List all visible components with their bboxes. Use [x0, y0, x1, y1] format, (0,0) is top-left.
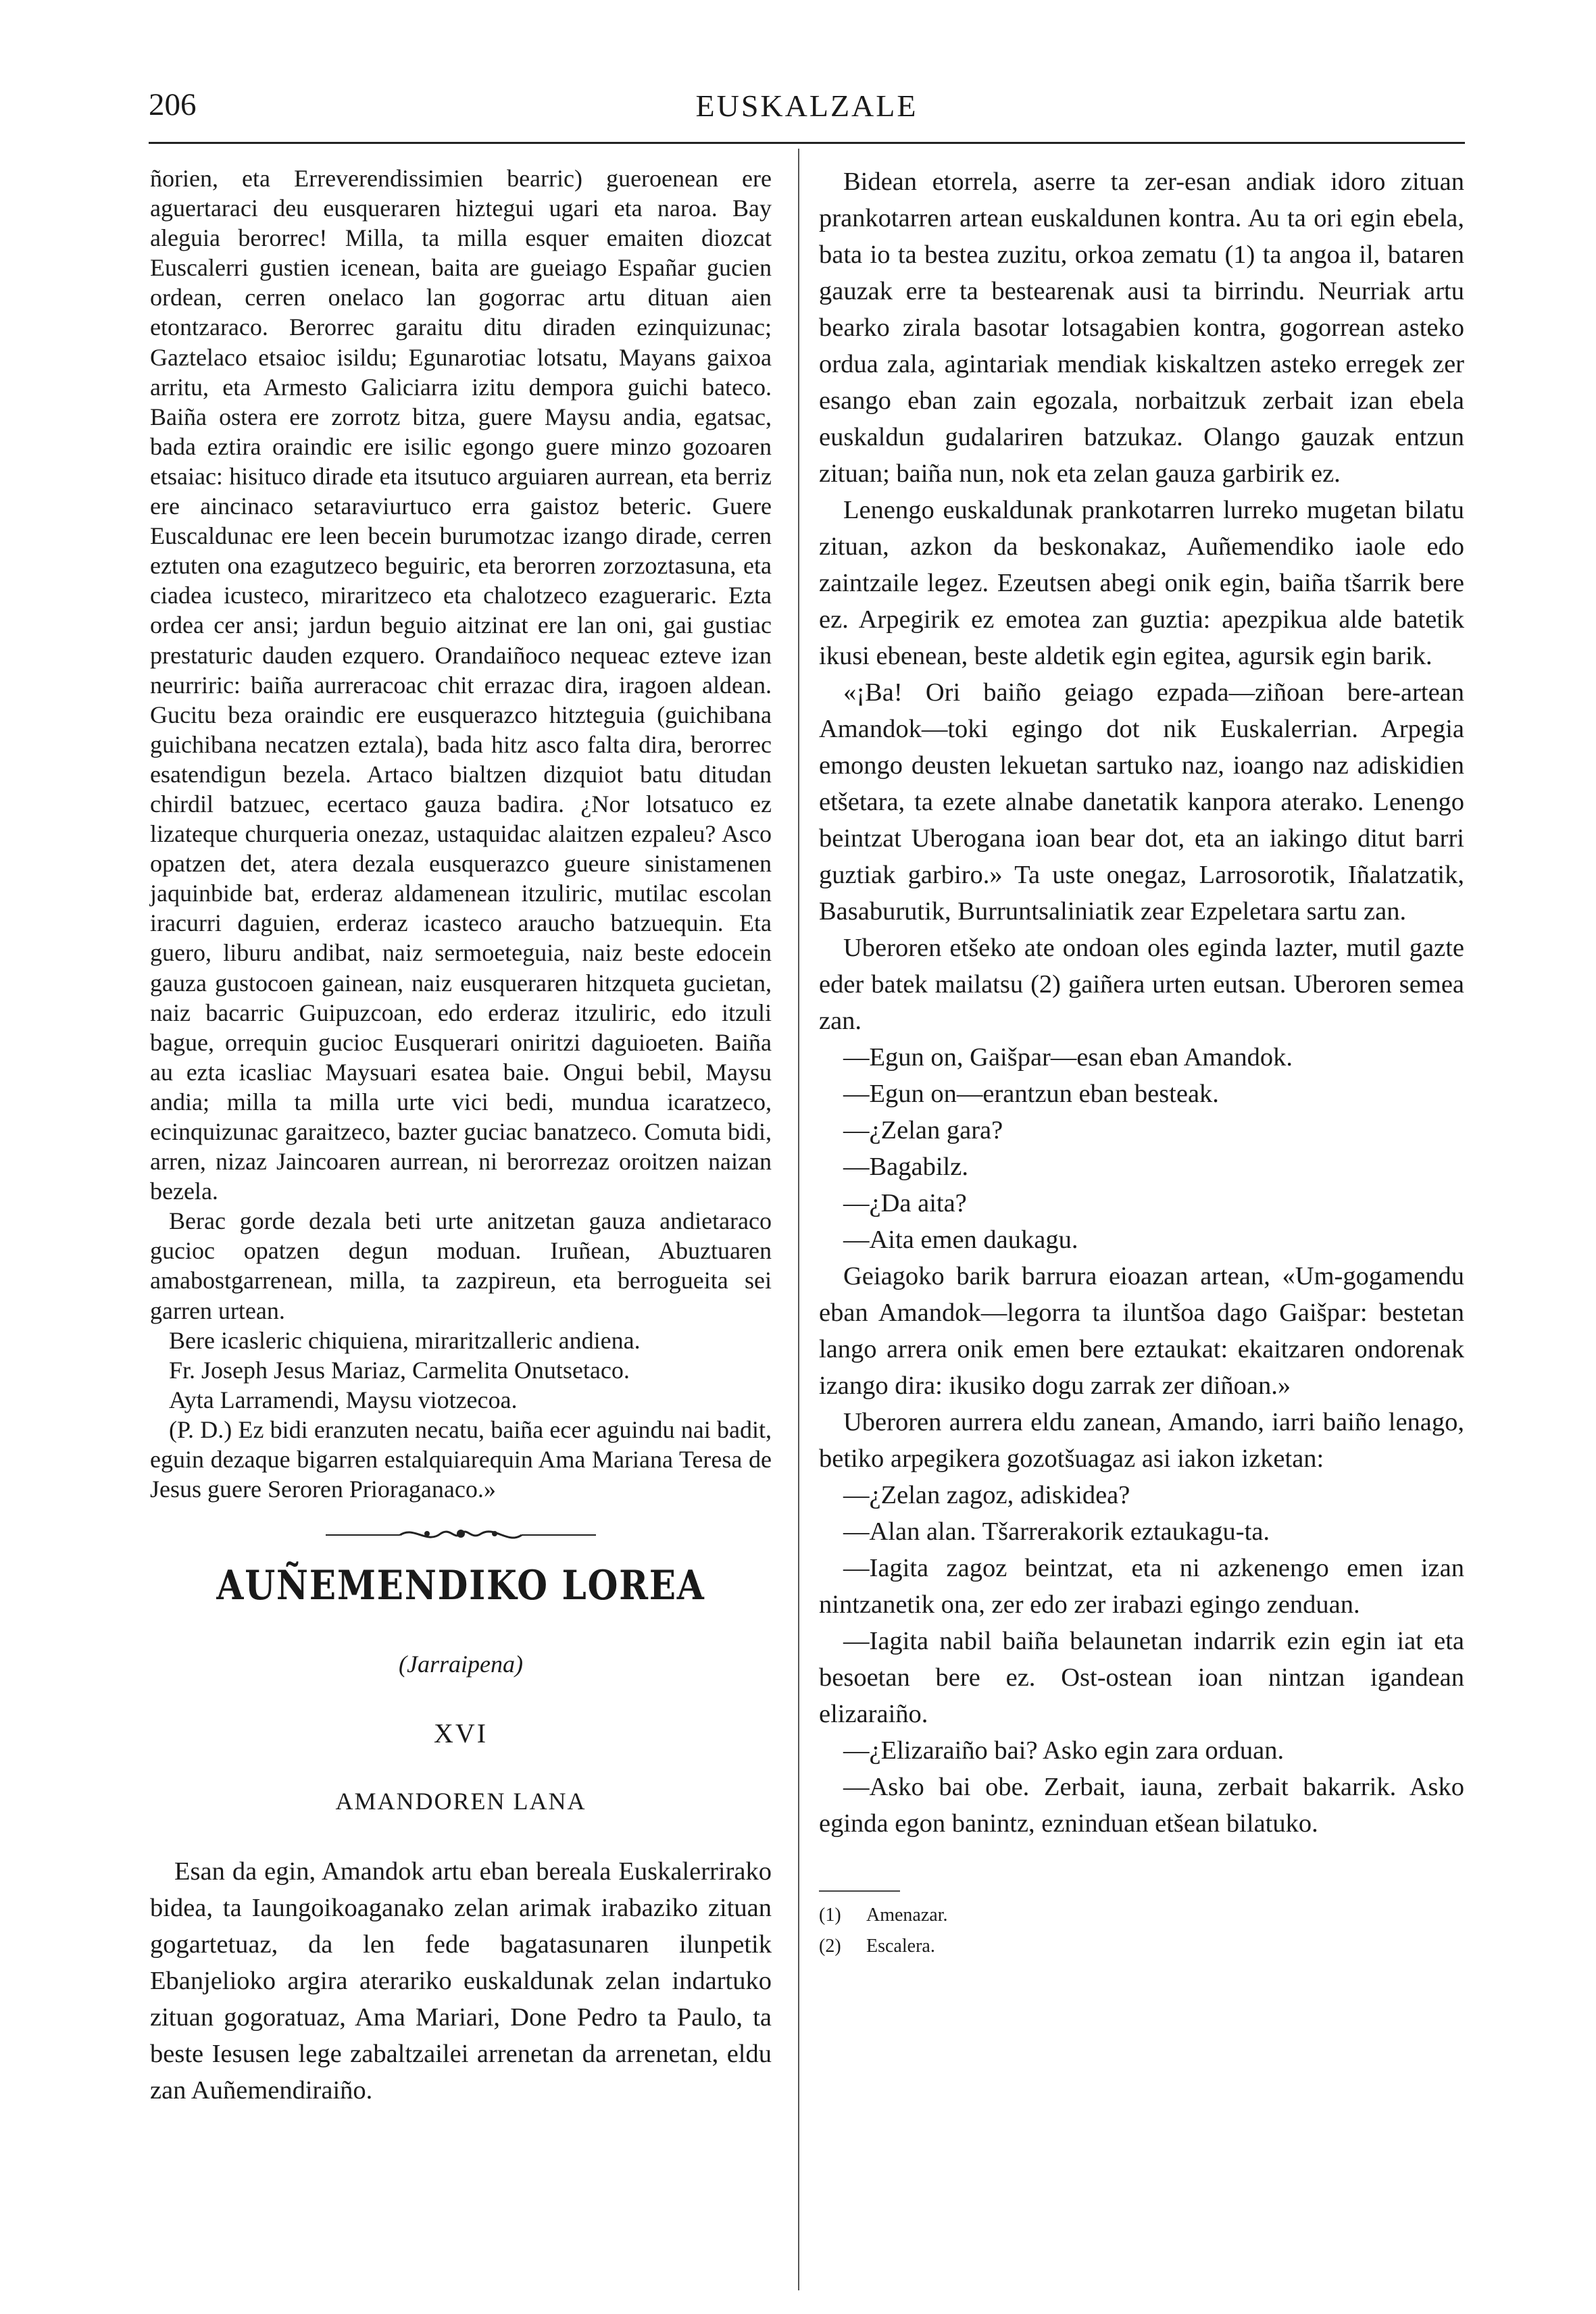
footnote [819, 1900, 948, 1931]
footnote-text: Amenazar. [866, 1905, 948, 1926]
footnote [819, 1931, 935, 1962]
dialogue-line: —Iagita zagoz beintzat, eta ni azkenengo emen izan nintzanetik ona, zer edo zer irabazi egingo zenduan. [819, 1554, 1464, 1619]
letter-signature: Fr. Joseph Jesus Mariaz, Carmelita Onutsetaco. [169, 1356, 630, 1384]
column-divider [798, 149, 799, 2290]
article-paragraph: Esan da egin, Amandok artu eban bereala Euskalerrirako bidea, ta Iaungoikoaganako zelan arimak irabaziko zituan gogartetuaz, da len fede bagatasunaren ilunpetik Ebanjelioko argira aterariko euskaldunak zelan indartuko zituan gogoratuaz, Ama Mariari, Done Pedro ta Paulo, ta beste Iesusen lege zabaltzailei arrenetan da arrenetan, eldu zan Auñemendiraiño. [150, 1857, 772, 2105]
body-paragraph: Uberoren etšeko ate ondoan oles eginda lazter, mutil gazte eder batek mailatsu (2) gaiñera urten eutsan. Uberoren semea zan. [819, 934, 1464, 1035]
right-column [819, 164, 1464, 1962]
body-paragraph: Uberoren aurrera eldu zanean, Amando, iarri baiño lenago, betiko arpegikera gozotšuagaz asi iakon izketan: [819, 1408, 1464, 1473]
letter-postscript: (P. D.) Ez bidi eranzuten necatu, baiña ecer aguindu nai badit, eguin dezaque bigarren estalquiarequin Ama Mariana Teresa de Jesus guere Seroren Prioraganaco.» [150, 1415, 772, 1503]
chapter-number: XVI [433, 1718, 489, 1749]
ornament-divider [150, 1520, 772, 1549]
header-rule [149, 142, 1465, 144]
dialogue-line: —Egun on—erantzun eban besteak. [843, 1080, 1219, 1108]
dialogue-line: —Aita emen daukagu. [843, 1226, 1078, 1254]
article-title: AUÑEMENDIKO LOREA [216, 1562, 705, 1610]
letter-signoff: Bere icasleric chiquiena, miraritzalleric andiena. [169, 1326, 641, 1354]
dialogue-line: —Iagita nabil baiña belaunetan indarrik ezin egin iat eta besoetan bere ez. Ost-ostean ioan nintzan igandean elizaraiño. [819, 1627, 1464, 1728]
body-paragraph: Bidean etorrela, aserre ta zer-esan andiak idoro zituan prankotarren artean euskaldunen kontra. Au ta ori egin ebela, bata io ta bestea zuzitu, orkoa zematu (1) ta angoa il, bataren gauzak erre ta bestearenak ausi ta birrindu. Neurriak artu bearko zirala basotar lotsagabien kontra, gogorrean asteko ordua zala, agintariak mendiak kiskaltzen asteko erregek zer esango eban zain egozala, norbaitzuk zerbait izan ebela euskaldun gudalariren batzukaz. Olango gauzak entzun zituan; baiña nun, nok eta zelan gauza garbirik ez. [819, 168, 1464, 488]
footnotes [819, 1890, 948, 1962]
dialogue-line: —¿Zelan gara? [843, 1116, 1003, 1145]
footnote-text: Escalera. [866, 1936, 935, 1957]
article-subtitle: (Jarraipena) [399, 1651, 523, 1678]
letter-recipient: Ayta Larramendi, Maysu viotzecoa. [169, 1386, 518, 1413]
dialogue-line: —¿Da aita? [843, 1189, 967, 1217]
footnote-mark: (1) [819, 1905, 841, 1926]
dialogue-line: —Asko bai obe. Zerbait, iauna, zerbait bakarrik. Asko eginda egon banintz, ezninduan etšean bilatuko. [819, 1773, 1464, 1838]
left-column [150, 164, 772, 2109]
dialogue-line: —Alan alan. Tšarrerakorik eztaukagu-ta. [843, 1517, 1270, 1546]
footnote-mark: (2) [819, 1936, 841, 1957]
body-paragraph: «¡Ba! Ori baiño geiago ezpada—ziñoan bere-artean Amandok—toki egingo dot nik Euskalerrian. Arpegia emongo deusten lekuetan sartuko naz, ioango naz adiskidien etšetara, ta ezete alnabe danetatik kanpora aterako. Lenengo beintzat Uberogana ioan bear dot, eta an iakingo ditut barri guztiak garbiro.» Ta uste onegaz, Larrosorotik, Iñalatzatik, Basaburutik, Burruntsaliniatik zear Ezpeletara sartu zan. [819, 678, 1464, 926]
running-title: EUSKALZALE [695, 89, 918, 123]
page-number: 206 [149, 87, 197, 122]
dialogue-line: —Egun on, Gaišpar—esan eban Amandok. [843, 1043, 1293, 1072]
chapter-title: AMANDOREN LANA [335, 1788, 587, 1815]
page-header [149, 86, 1465, 134]
dialogue-line: —¿Zelan zagoz, adiskidea? [843, 1481, 1130, 1509]
dialogue-line: —¿Elizaraiño bai? Asko egin zara orduan. [843, 1736, 1285, 1765]
letter-paragraph: Berac gorde dezala beti urte anitzetan gauza andietaraco gucioc opatzen degun moduan. Iruñean, Abuztuaren amabostgarrenean, milla, ta zazpireun, eta berrogueita sei garren urtean. [150, 1207, 772, 1324]
letter-body-paragraph: ñorien, eta Erreverendissimien bearric) gueroenean ere aguertaraci deu eusqueraren hiztegui ugari eta naroa. Bay aleguia berorrec! Milla, ta milla esquer emaiten diozcat Euscalerri gustien icenean, baita are gueiago Españar gucien ordean, cerren onelaco lan gogorrac artu dituan aien etontzaraco. Berorrec garaitu ditu diraden ezinquizunac; Gaztelaco etsaioc isildu; Egunarotiac lotsatu, Mayans gaixoa arritu, eta Armesto Galiciarra izitu dempora guichi bateco. Baiña ostera ere zorrotz bitza, guere Maysu andia, egatsac, bada eztira oraindic ere isilic egongo guere minzo gozoaren etsaiac: hisituco dirade eta itsutuco arguiaren aurrean, eta berriz ere aincinaco setaraviurtuco erra gaistoz beteric. Guere Euscaldunac ere leen becein burumotzac izango dirade, cerren eztuten ona ezagutzeco beguiric, eta berorren zorzoztasuna, eta ciadea icusteco, miraritzeco eta chalotzeco ezagueraric. Ezta ordea cer ansi; jardun beguio aitzinat ere lan oni, gai gustiac prestaturic dauden ezquero. Orandaiñoco nequeac ezteve izan neurriric: baiña aurreracoac chit errazac dira, iragoen aldean. Gucitu beza oraindic ere eusquerazco hitzteguia (guichibana guichibana necatzen eztala), bada hitz asco falta dira, berorrec esatendigun bezela. Artaco bialtzen dizquiot batu ditudan chirdil batzuec, ecertaco gauza badira. ¿Nor lotsatuco ez lizateque churqueria onezaz, ustaquidac alaitzen ezpaleu? Asco opatzen det, atera dezala eusquerazco gueure sinistamenen jaquinbide bat, erderaz aldamenean itzuliric, mutilac escolan iracurri daguien, erderaz icasteco araucho batzuequin. Eta guero, liburu andibat, naiz sermoeteguia, naiz beste edocein gauza gustocoen gainean, naiz eusqueraren hitzqueta gucietan, naiz bacarric Guipuzcoan, edo erderaz itzuliric, edo itzuli bague, orrequin gucioc Eusquerari oniritzi daguioeten. Baiña au ezta icasliac Maysuari esatea baie. Ongui bebil, Maysu andia; milla ta milla urte vici bedi, mundua icaratzeco, ecinquizunac garaitzeco, bazter guciac banatzeco. Comuta bidi, arren, nizaz Jaincoaren aurrean, ni berorrezaz oroitzen naizan bezela. [150, 165, 772, 1205]
dialogue-line: —Bagabilz. [843, 1153, 968, 1181]
body-paragraph: Geiagoko barik barrura eioazan artean, «Um-gogamendu eban Amandok—legorra ta iluntšoa dago Gaišpar: bestetan lango arrera onik emen bere eztaukat: ekaitzaren ondorenak izango dira: ikusiko dogu zarrak zer diñoan.» [819, 1262, 1464, 1400]
body-paragraph: Lenengo euskaldunak prankotarren lurreko mugetan bilatu zituan, azkon da beskonakaz, Auñemendiko iaole edo zaintzaile legez. Ezeutsen abegi onik egin, baiña tšarrik bere ez. Arpegirik ez emotea zan guztia: apezpikua alde batetik ikusi ebenean, beste aldetik egin egitea, agursik egin barik. [819, 496, 1464, 670]
